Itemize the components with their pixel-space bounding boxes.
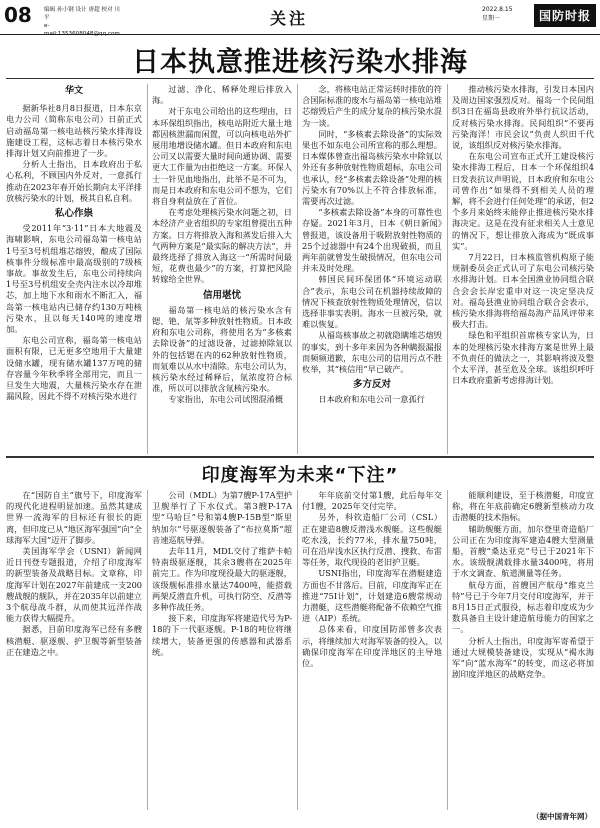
paragraph: 7月22日，日本核监管机构原子能规制委员会正式认可了东电公司核污染水排海计划。日本全国渔业协同组合联合会会长岸宏重申对这一决定坚决反对。福岛县渔业协同组合联合会表示，核污染水排海将给福岛海产品风评带来极大打击。	[452, 252, 594, 330]
article1-headline: 日本执意推进核污染水排海	[132, 47, 468, 78]
column-divider	[147, 84, 148, 454]
paragraph: 去年11月，MDL交付了维萨卡帕特南级驱逐舰，其余3艘将在2025年前完工。作为印度现役最大的驱逐舰，该级舰标准排水量达7400吨，能搭载两架反潜直升机，可执行防空、反潜等多种作战任务。	[152, 546, 292, 613]
column-divider	[147, 490, 148, 810]
paragraph: 从福岛核事故之初就隐瞒堆芯熔毁的事实，到十多年来因为各种瞒报漏报而频频道歉，东电公司的信用污点不胜枚举，其“核信用”早已破产。	[302, 330, 442, 375]
paragraph: 分析人士指出，印度海军寄希望于通过大规模装备建设，实现从“褐水海军”向“蓝水海军”的转变，而这必将加剧印度洋地区的战略竞争。	[452, 635, 594, 680]
paragraph: 据悉，目前印度海军已经有多艘核潜艇、驱逐舰、护卫舰等新型装备正在建造之中。	[6, 624, 142, 657]
newspaper-logo: 国防时报	[534, 4, 596, 27]
paragraph: 专家指出，东电公司试图混淆概	[168, 394, 284, 405]
article2-column-1	[6, 490, 142, 810]
article1-column-4	[452, 84, 594, 454]
paragraph: 公司（MDL）为第7艘P-17A型护卫舰举行了下水仪式。第3艘P-17A型“马哈巨”号和第4艘P-15B型“斯里纳加尔”号驱逐舰装备了“布拉莫斯”超音速巡航导弹。	[152, 490, 292, 545]
paragraph: 韩国民间环保团体“环境运动联合”表示，东电公司在机器持续故障的情况下核查放射性物质处理情况，信以选择非事实表明。海水一旦被污染，就难以恢复。	[302, 274, 442, 330]
paragraph: 日本政府和东电公司一意孤行	[318, 394, 425, 405]
article1-column-2	[152, 84, 292, 454]
article1-column-1	[6, 84, 142, 454]
weekday-text: 星期一	[482, 15, 501, 22]
paragraph: 推动核污染水排海，引发日本国内及周边国家强烈反对。福岛一个民间组织3日在福岛县政府外举行抗议活动，反对核污染水排海。民间组织“不要再污染海洋！市民会议”负责人织田千代说，该组织反对核污染水排海。	[452, 84, 594, 151]
paragraph: 对于东电公司给出的这些理由，日本环保组织指出，核电站附近大量土地都因核泄漏而闲置，可以向核电站外扩展用地增设储水罐。但日本政府和东电公司又以需要大量时间向通协调、需要更大工作量为由拒绝这一方案。环保人士一针见血地指出，此举不是不可为，而是日本政府和东电公司不想为，它们将自身利益放在了首位。	[152, 106, 292, 207]
editor-credits	[44, 6, 124, 38]
paragraph: 接下来，印度海军将建造代号为P-18的下一代驱逐舰。P-18的吨位将继续增大，装备更强的传感器和武器系统。	[152, 613, 292, 657]
paragraph: 在考虑处理核污染水问题之初，日本经济产业省组织的专家组曾提出五种方案。日方将排放入海和蒸发后排入大气两种方案是“最实际的解决方法”，并最终选择了排放入海这一“所需时间最短，花费也最少”的方案，打算把风险转嫁给全世界。	[152, 207, 292, 285]
paragraph: 过滤、净化、稀释处理后排放入海。	[152, 84, 292, 106]
paragraph: 总体来看，印度国防部曾多次表示，将继续加大对海军装备的投入，以确保印度海军在印度洋地区的主导地位。	[302, 624, 442, 669]
paragraph: 同时，“多核素去除设备”的实际效果也不如东电公司所宣称的那么理想。日本媒体曾查出福岛核污染水中除氚以外还有多种放射性物质超标，东电公司也承认，经“多核素去除设备”处理的核污染水有70%以上不符合排放标准，需要再次过滤。	[302, 128, 442, 207]
column-divider	[297, 490, 298, 810]
paragraph: 东电公司宣称，福岛第一核电站面积有限，已无更多空地用于大量建设储水罐，现有储水罐137万吨的储存容量今年秋季将全部用完，而且一旦发生大地震，大量核污染水存在泄漏风险，因此不得不对核污染水进行	[6, 335, 142, 402]
paragraph: 福岛第一核电站的核污染水含有锶、铯、氚等多种放射性物质。日本政府和东电公司称，将使用名为“多核素去除设备”的过滤设备，过滤掉除氚以外的包括锶在内的62种放射性物质，而氚难以从水中清除。东电公司认为，核污染水经过稀释后，氚浓度符合标准，所以可以排放含氚核污染水。	[152, 304, 292, 394]
editor-email: e-mail:1353608048@qq.com	[44, 23, 120, 37]
paragraph: 辅助舰艇方面，加尔登里奇造船厂公司正在为印度海军建造4艘大型测量船，首艘“桑达亚克”号已于2021年下水。该级舰满载排水量3400吨，将用于水文调查、航道测量等任务。	[452, 523, 594, 579]
paragraph: 念，将核电站正常运转时排放的符合国际标准的废水与福岛第一核电站堆芯熔毁后产生的成分复杂的核污染水混为一谈。	[302, 84, 442, 128]
column-divider	[447, 490, 448, 810]
column-divider	[297, 84, 298, 454]
page-number: 08	[4, 3, 32, 27]
section-name: 关注	[270, 9, 309, 28]
paragraph: “多核素去除设备”本身的可靠性也存疑。2021年3月，日本《朝日新闻》曾报道，该设备用于吸附放射性物质的25个过滤器中有24个出现破损，而且两年前就曾发生破损情况，但东电公司并未及时处理。	[302, 207, 442, 274]
article1-byline: 华文	[64, 86, 83, 96]
paragraph: 年年底前交付第1艘，此后每年交付1艘，2025年交付完毕。	[302, 490, 442, 512]
article2-headline: 印度海军为未来“下注”	[201, 465, 399, 486]
subheading: 多方反对	[352, 379, 391, 391]
date-text: 2022.8.15	[482, 6, 513, 13]
paragraph: 能顺利建设，至于核潜艇，印度宣称，将在年底前确定6艘新型核动力攻击潜艇的技术指标。	[452, 490, 594, 523]
paragraph: 航母方面，首艘国产航母“维克兰特”号已于今年7月交付印度海军，并于8月15日正式服役，标志着印度成为少数具备自主设计建造航母能力的国家之一。	[452, 579, 594, 635]
article2-column-3	[302, 490, 442, 810]
paragraph: 绿色和平组织首席核专家认为，日本的处理核污染水排海方案是世界上最不负责任的做法之一，其影响将波及整个太平洋，甚至危及全球。该组织呼吁日本政府重新考虑排海计划。	[452, 330, 594, 386]
paragraph: 在“国防自主”旗号下，印度海军的现代化进程明显加速。虽然其建成世界一流海军的目标还有很长的距离，但印度已从“地区海军强国”向“全球海军大国”迈开了脚步。	[6, 490, 142, 545]
paragraph: 美国海军学会（USNI）新闻网近日刊登专题报道，介绍了印度海军的新型装备及战略目标。文章称，印度海军计划在2027年前建成一支200艘战舰的舰队，并在2035年以前建立3个航母战斗群，从而使其远洋作战能力获得大幅提升。	[6, 546, 142, 624]
editor-names: 编辑 孙小钢 设计 唐超 校对 川平	[44, 7, 121, 21]
subheading: 私心作祟	[54, 208, 93, 220]
article2-column-4	[452, 490, 594, 800]
paragraph: 受2011年“3·11”日本大地震及海啸影响，东电公司福岛第一核电站1号至3号机组堆芯熔毁，酿成了国际核事件分级标准中最高级别的7级核事故。事故发生后，东电公司持续向1号至3号机组安全壳内注水以冷却堆芯，加上地下水和雨水不断汇入，福岛第一核电站内已储存约130万吨核污染水，且以每天140吨的速度增加。	[6, 223, 142, 335]
subheading: 信用堪忧	[202, 289, 241, 301]
paragraph: USNI指出，印度海军在潜艇建造方面也不甘落后。目前，印度海军正在推进“75I计划”，计划建造6艘常规动力潜艇，这些潜艇将配备不依赖空气推进（AIP）系统。	[302, 568, 442, 624]
article2-column-2	[152, 490, 292, 810]
column-divider	[447, 84, 448, 454]
paragraph: 据新华社8月8日报道，日本东京电力公司（简称东电公司）日前正式启动福岛第一核电站核污染水排海设施建设工程，这标志着日本核污染水排海计划又向前推进了一步。	[6, 103, 142, 159]
article-separator	[6, 456, 594, 458]
masthead	[0, 0, 600, 35]
headline-rule	[6, 78, 594, 79]
article1-column-3	[302, 84, 442, 454]
article2-source: （据中国青年网）	[532, 812, 592, 821]
paragraph: 分析人士指出，日本政府出于私心私利，不顾国内外反对，一意孤行推动在2023年春开始长期向太平洋排放核污染水的计划，极其自私自利。	[6, 159, 142, 203]
paragraph: 在东电公司宣布正式开工建设核污染水排海工程后，日本一个环保组织4日发表抗议声明说，日本政府和东电公司曾作出“如果得不到相关人员的理解，将不会进行任何处理”的承诺，但2个多月来始终未能停止推进核污染水排海决定。这是在没有征求相关人士意见的情况下，想让排放入海成为“既成事实”。	[452, 151, 594, 251]
issue-date	[482, 5, 513, 23]
paragraph: 另外，科钦造船厂公司（CSL）正在建造8艘反潜浅水舰艇。这些舰艇吃水浅，长约77米，排水量750吨，可在沿岸浅水区执行反潜、搜救、布雷等任务，取代现役的老旧护卫艇。	[302, 512, 442, 568]
